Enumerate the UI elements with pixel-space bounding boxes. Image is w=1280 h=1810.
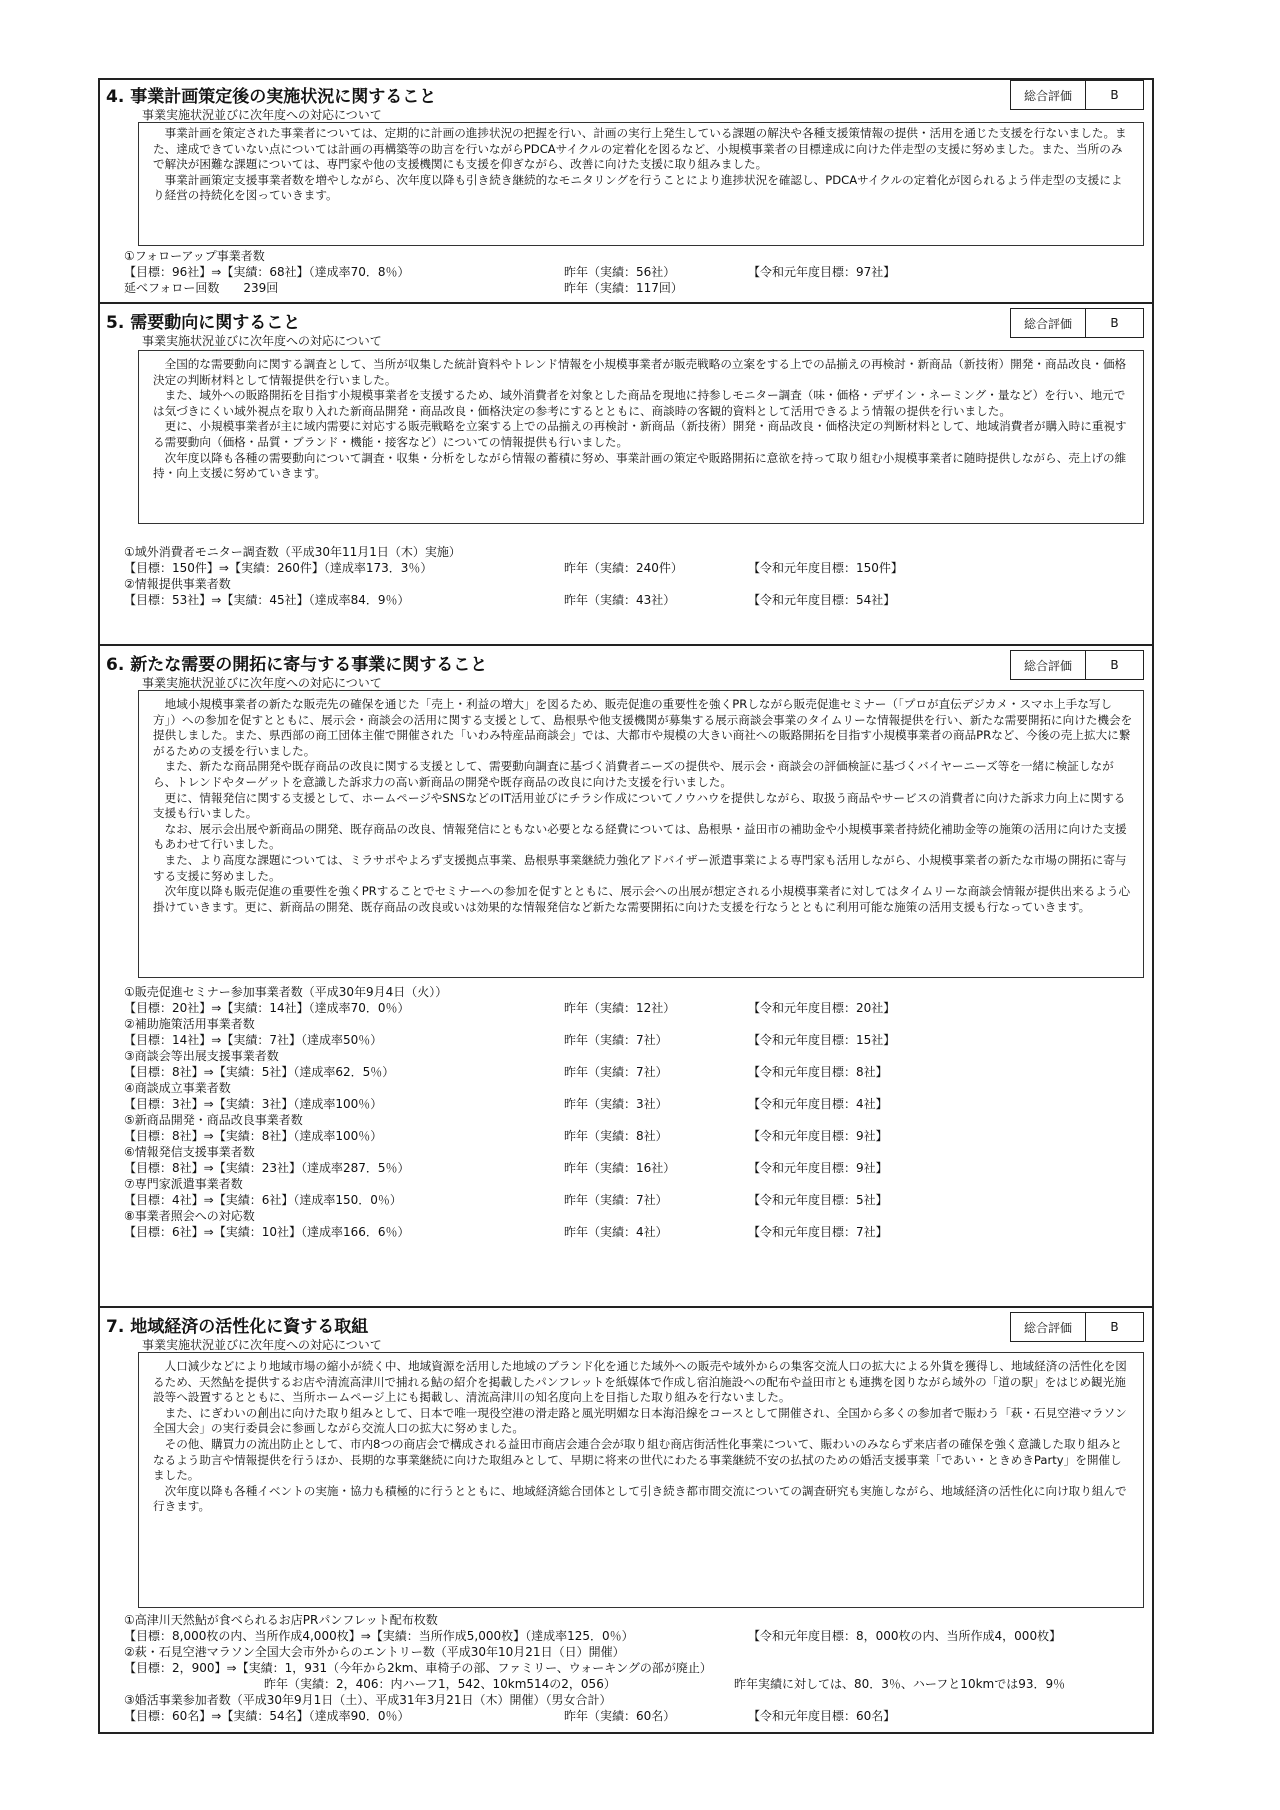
indicator-head: ⑥情報発信支援事業者数 <box>124 1145 255 1159</box>
section-title: 7. 地域経済の活性化に資する取組 <box>106 1317 369 1337</box>
section-title: 4. 事業計画策定後の実施状況に関すること <box>106 87 437 107</box>
section-subtitle: 事業実施状況並びに次年度への対応について <box>142 334 382 348</box>
indicator-row: 【目標：4社】⇒【実績：6社】（達成率150．0％） 昨年（実績：7社） 【令和元年度目標：5社】 <box>124 1193 888 1207</box>
paragraph: また、より高度な課題については、ミラサポやよろず支援拠点事業、島根県事業継続力強化アドバイザー派遣事業による専門家も活用しながら、小規模事業者の新たな市場の開拓に寄与する支援に努めました。 <box>153 852 1127 883</box>
indicator-head: ⑤新商品開発・商品改良事業者数 <box>124 1113 303 1127</box>
indicator-head: ①販売促進セミナー参加事業者数（平成30年9月4日（火）） <box>124 985 448 999</box>
report-frame <box>98 78 1154 1734</box>
paragraph: 更に、小規模事業者が主に域内需要に対応する販売戦略を立案する上での品揃えの再検討・新商品（新技術）開発・商品改良・価格決定の判断材料として、地域消費者が購入時に重視する需要動向（価格・品質・ブランド・機能・接客など）についての情報提供も行いました。 <box>153 419 1127 449</box>
evaluation-value: B <box>1110 316 1119 330</box>
indicator-row: 【目標：2，900】⇒【実績：1，931（今年から2km、車椅子の部、ファミリー、ウォーキングの部が廃止） <box>124 1661 712 1675</box>
evaluation-label: 総合評価 <box>1011 651 1086 679</box>
overall-evaluation <box>1010 80 1144 110</box>
paragraph: 事業計画策定支援事業者数を増やしながら、次年度以降も引き続き継続的なモニタリングを行うことにより進捗状況を確認し、PDCAサイクルの定着化が図られるよう伴走型の支援により経営の持続化を図っていきます。 <box>153 172 1123 203</box>
indicators <box>124 984 1144 1240</box>
narrative-box <box>138 690 1144 978</box>
indicator-row: 【目標：60名】⇒【実績：54名】（達成率90．0％） 昨年（実績：60名） 【令和元年度目標：60名】 <box>124 1709 896 1723</box>
section-6 <box>100 646 1152 1262</box>
indicator-row: 【目標：150件】⇒【実績：260件】（達成率173．3％） 昨年（実績：240件） 【令和元年度目標：150件】 <box>124 561 903 575</box>
indicator-row: 延べフォロー回数 239回 昨年（実績：117回） <box>124 281 683 295</box>
overall-evaluation <box>1010 308 1144 338</box>
indicator-head: ③商談会等出展支援事業者数 <box>124 1049 279 1063</box>
indicator-row: 【目標：96社】⇒【実績：68社】（達成率70．8％） 昨年（実績：56社） 【令和元年度目標：97社】 <box>124 265 896 279</box>
paragraph: また、新たな商品開発や既存商品の改良に関する支援として、需要動向調査に基づく消費者ニーズの提供や、展示会・商談会の評価検証に基づくバイヤーニーズ等を一緒に検証しながら、トレンドやターゲットを意識した訴求力の高い新商品の開発や既存商品の改良に向けた支援を行いました。 <box>153 759 1114 789</box>
indicator-head: ③婚活事業参加者数（平成30年9月1日（土）、平成31年3月21日（木）開催）（男女合計） <box>124 1693 612 1707</box>
indicator-head: ⑧事業者照会への対応数 <box>124 1209 255 1223</box>
paragraph: その他、購買力の流出防止として、市内8つの商店会で構成される益田市商店会連合会が取り組む商店街活性化事業について、賑わいのみならず来店者の確保を強く意識した取り組みとなるよう助言や情報提供を行うほか、長期的な事業継続に向けた取組みとして、早期に将来の世代にわたる事業継続不安の払拭のための婚活支援事業「であい・ときめきParty」を開催しました。 <box>153 1436 1122 1483</box>
paragraph: 人口減少などにより地域市場の縮小が続く中、地域資源を活用した地域のブランド化を通じた域外への販売や域外からの集客交流人口の拡大による外貨を獲得し、地域経済の活性化を図るため、天然鮎を提供するお店や清流高津川で捕れる鮎の紹介を掲載したパンフレットを紙媒体で作成し宿泊施設への配布や益田市とも連携を図りながら域外の「道の駅」をはじめ観光施設等へ設置するとともに、当所ホームページ上にも掲載し、清流高津川の知名度向上を目指した取り組みを行ないました。 <box>153 1359 1127 1405</box>
indicator-row: 【目標：8社】⇒【実績：5社】（達成率62．5％） 昨年（実績：7社） 【令和元年度目標：8社】 <box>124 1065 888 1079</box>
indicator-head: ①フォローアップ事業者数 <box>124 249 265 263</box>
paragraph: 地域小規模事業者の新たな販売先の確保を通じた「売上・利益の増大」を図るため、販売促進の重要性を強くPRしながら販売促進セミナー（「プロが直伝デジカメ・スマホ上手な写し方」）への参加を促すとともに、展示会・商談会の活用に関する支援として、島根県や他支援機関が募集する展示商談会事業のタイムリーな情報提供を行い、新たな需要開拓に向けた機会を提供しました。また、県西部の商工団体主催で開催された「いわみ特産品商談会」では、大都市や規模の大きい商社への販路開拓を目指す小規模事業者の商品PRなど、今後の売上拡大に繋がるための支援を行いました。 <box>153 697 1133 758</box>
evaluation-value: B <box>1110 1320 1119 1334</box>
indicator-head: ④商談成立事業者数 <box>124 1081 231 1095</box>
section-5 <box>100 304 1152 634</box>
evaluation-value: B <box>1110 88 1119 102</box>
indicator-row: 【目標：8,000枚の内、当所作成4,000枚】⇒【実績：当所作成5,000枚】（達成率125．0％） 【令和元年度目標：8，000枚の内、当所作成4，000枚】 <box>124 1629 1062 1643</box>
paragraph: 次年度以降も販売促進の重要性を強くPRすることでセミナーへの参加を促すとともに、展示会への出展が想定される小規模事業者に対してはタイムリーな商談会情報が提供出来るよう心掛けていきます。更に、新商品の開発、既存商品の改良或いは効果的な情報発信など新たな需要開拓に向けた支援を行なうとともに利用可能な施策の活用支援も行なっていきます。 <box>153 884 1131 914</box>
evaluation-label: 総合評価 <box>1011 1313 1086 1341</box>
section-subtitle: 事業実施状況並びに次年度への対応について <box>142 676 382 690</box>
indicator-row: 【目標：8社】⇒【実績：8社】（達成率100％） 昨年（実績：8社） 【令和元年度目標：9社】 <box>124 1129 888 1143</box>
section-subtitle: 事業実施状況並びに次年度への対応について <box>142 1338 382 1352</box>
indicator-head: ⑦専門家派遣事業者数 <box>124 1177 243 1191</box>
overall-evaluation <box>1010 1312 1144 1342</box>
indicator-head: ②補助施策活用事業者数 <box>124 1017 255 1031</box>
indicator-row: 【目標：8社】⇒【実績：23社】（達成率287．5％） 昨年（実績：16社） 【令和元年度目標：9社】 <box>124 1161 888 1175</box>
evaluation-label: 総合評価 <box>1011 309 1086 337</box>
narrative-box <box>138 350 1144 524</box>
paragraph: また、にぎわいの創出に向けた取り組みとして、日本で唯一現役空港の滑走路と風光明媚な日本海沿線をコースとして開催され、全国から多くの参加者で賑わう「萩・石見空港マラソン全国大会」の実行委員会に参画しながら交流人口の拡大に努めました。 <box>153 1405 1127 1436</box>
section-title: 6. 新たな需要の開拓に寄与する事業に関すること <box>106 655 488 675</box>
section-title: 5. 需要動向に関すること <box>106 313 301 333</box>
section-4 <box>100 80 1152 302</box>
evaluation-label: 総合評価 <box>1011 81 1086 109</box>
section-7 <box>100 1308 1152 1734</box>
paragraph: 全国的な需要動向に関する調査として、当所が収集した統計資料やトレンド情報を小規模事業者が販売戦略の立案をする上での品揃えの再検討・新商品（新技術）開発・商品改良・価格決定の判断材料として情報提供を行いました。 <box>153 357 1127 387</box>
paragraph: また、域外への販路開拓を目指す小規模事業者を支援するため、域外消費者を対象とした商品を現地に持参しモニター調査（味・価格・デザイン・ネーミング・量など）を行い、地元では気づきにくい域外視点を取り入れた新商品開発・商品改良・価格決定の参考にするとともに、商談時の客観的資料として活用できるよう情報の提供を行いました。 <box>153 388 1126 418</box>
section-subtitle: 事業実施状況並びに次年度への対応について <box>142 108 382 122</box>
indicator-row: 【目標：6社】⇒【実績：10社】（達成率166．6％） 昨年（実績：4社） 【令和元年度目標：7社】 <box>124 1225 888 1239</box>
paragraph: なお、展示会出展や新商品の開発、既存商品の改良、情報発信にともない必要となる経費については、島根県・益田市の補助金や小規模事業者持続化補助金等の施策の活用に向けた支援もあわせて行いました。 <box>153 821 1127 852</box>
indicators <box>124 1612 1144 1724</box>
overall-evaluation <box>1010 650 1144 680</box>
paragraph: 事業計画を策定された事業者については、定期的に計画の進捗状況の把握を行い、計画の実行上発生している課題の解決や各種支援策情報の提供・活用を通じた支援を行ないました。また、達成できていない点については計画の再構築等の助言を行いながらPDCAサイクルの定着化を図るなど、小規模事業者の目標達成に向けた伴走型の支援に努めました。また、当所のみで解決が困難な課題については、専門家や他の支援機関にも支援を仰ぎながら、改善に向けた支援に取り組みました。 <box>153 126 1127 172</box>
paragraph: 次年度以降も各種の需要動向について調査・収集・分析をしながら情報の蓄積に努め、事業計画の策定や販路開拓に意欲を持って取り組む小規模事業者に随時提供しながら、売上げの維持・向上支援に努めていきます。 <box>153 450 1127 481</box>
indicator-row: 【目標：20社】⇒【実績：14社】（達成率70．0％） 昨年（実績：12社） 【令和元年度目標：20社】 <box>124 1001 896 1015</box>
narrative-box <box>138 122 1144 246</box>
indicator-head: ②情報提供事業者数 <box>124 577 231 591</box>
indicator-head: ①域外消費者モニター調査数（平成30年11月1日（木）実施） <box>124 545 461 559</box>
indicator-row: 昨年（実績：2，406：内ハーフ1，542、10km514の2，056） 昨年実績に対しては、80．3％、ハーフと10kmでは93．9％ <box>264 1677 1066 1691</box>
indicator-head: ①高津川天然鮎が食べられるお店PRパンフレット配布枚数 <box>124 1613 438 1627</box>
paragraph: 更に、情報発信に関する支援として、ホームページやSNSなどのIT活用並びにチラシ作成についてノウハウを提供しながら、取扱う商品やサービスの消費者に向けた訴求力向上に関する支援も行いました。 <box>153 790 1126 821</box>
indicator-row: 【目標：14社】⇒【実績：7社】（達成率50％） 昨年（実績：7社） 【令和元年度目標：15社】 <box>124 1033 896 1047</box>
paragraph: 次年度以降も各種イベントの実施・協力も積極的に行うとともに、地域経済総合団体として引き続き都市間交流についての調査研究も実施しながら、地域経済の活性化に向け取り組んで行きます。 <box>153 1483 1127 1514</box>
narrative-box <box>138 1352 1144 1608</box>
indicator-head: ②萩・石見空港マラソン全国大会市外からのエントリー数（平成30年10月21日（日）開催） <box>124 1645 625 1659</box>
indicators <box>124 544 1144 608</box>
indicators <box>124 248 1144 296</box>
indicator-row: 【目標：3社】⇒【実績：3社】（達成率100％） 昨年（実績：3社） 【令和元年度目標：4社】 <box>124 1097 888 1111</box>
indicator-row: 【目標：53社】⇒【実績：45社】（達成率84．9％） 昨年（実績：43社） 【令和元年度目標：54社】 <box>124 593 896 607</box>
evaluation-value: B <box>1110 658 1119 672</box>
